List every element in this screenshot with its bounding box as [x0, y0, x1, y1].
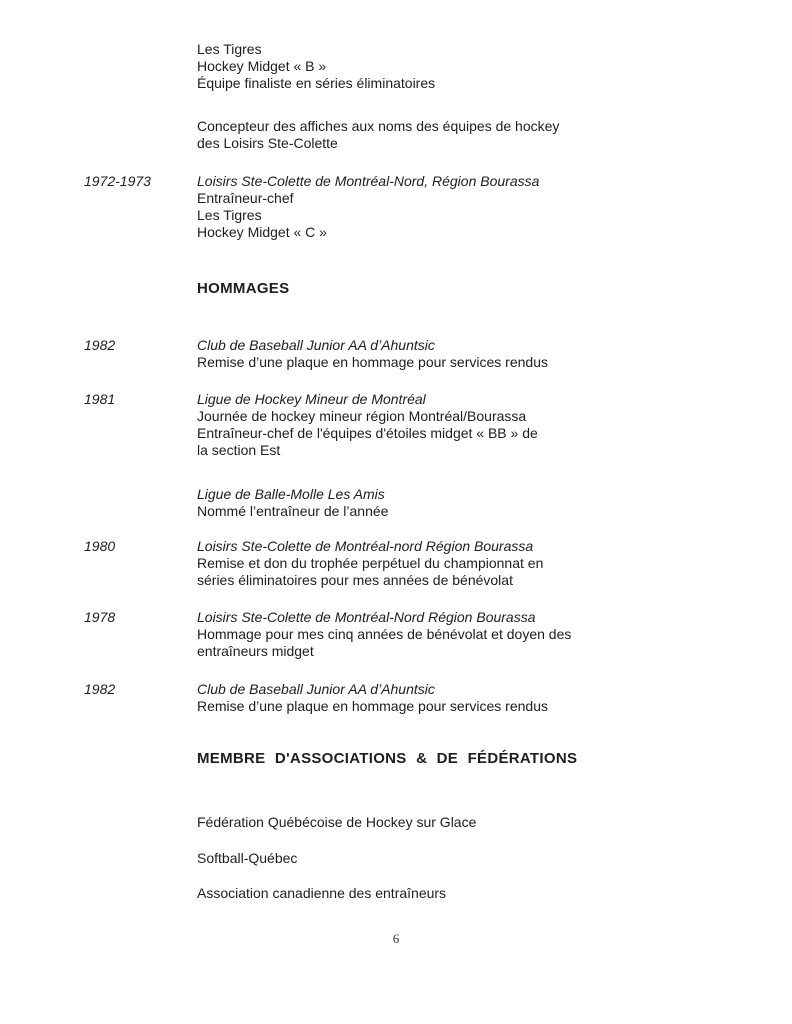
entry-title: Loisirs Ste-Colette de Montréal-Nord Région Bourassa	[197, 609, 536, 625]
paragraph-line: des Loisirs Ste-Colette	[197, 135, 338, 151]
membership-item: Fédération Québécoise de Hockey sur Glace	[197, 814, 477, 830]
entry-line: Hockey Midget « C »	[197, 224, 327, 240]
entry-line: entraîneurs midget	[197, 643, 314, 659]
section-heading-hommages: HOMMAGES	[197, 280, 290, 297]
entry-line: Les Tigres	[197, 41, 262, 57]
entry-date: 1982	[84, 681, 116, 697]
entry-title: Ligue de Hockey Mineur de Montréal	[197, 391, 426, 407]
entry-line: Remise d’une plaque en hommage pour services rendus	[197, 354, 548, 370]
entry-line: séries éliminatoires pour mes années de bénévolat	[197, 572, 513, 588]
entry-date: 1972-1973	[84, 173, 151, 189]
hommage-entry	[84, 681, 752, 715]
entry-title: Loisirs Ste-Colette de Montréal-nord Région Bourassa	[197, 538, 534, 554]
hommage-entry	[84, 337, 752, 371]
hommage-entry	[84, 609, 752, 660]
paragraph-concepteur	[197, 118, 752, 152]
hommage-entry	[84, 391, 752, 459]
entry-line: Journée de hockey mineur région Montréal/Bourassa	[197, 408, 527, 424]
entry-1972-1973	[84, 173, 752, 241]
entry-line: Remise et don du trophée perpétuel du championnat en	[197, 555, 544, 571]
entry-date: 1978	[84, 609, 116, 625]
entry-title: Club de Baseball Junior AA d’Ahuntsic	[197, 337, 435, 353]
entry-date: 1982	[84, 337, 116, 353]
hommage-entry	[84, 486, 752, 520]
paragraph-line: Concepteur des affiches aux noms des équipes de hockey	[197, 118, 560, 134]
entry-title: Club de Baseball Junior AA d’Ahuntsic	[197, 681, 435, 697]
entry-title: Loisirs Ste-Colette de Montréal-Nord, Région Bourassa	[197, 173, 540, 189]
hommage-entry	[84, 538, 752, 589]
entry-line: Équipe finaliste en séries éliminatoires	[197, 75, 436, 91]
entry-date: 1981	[84, 391, 116, 407]
membership-item: Association canadienne des entraîneurs	[197, 885, 447, 901]
entry-line: Les Tigres	[197, 207, 262, 223]
entry-line: Entraîneur-chef	[197, 190, 294, 206]
entry-title: Ligue de Balle-Molle Les Amis	[197, 486, 385, 502]
entry-date: 1980	[84, 538, 116, 554]
page-number: 6	[392, 931, 400, 946]
membership-item: Softball-Québec	[197, 850, 298, 866]
entry-line: Hockey Midget « B »	[197, 58, 327, 74]
entry-line: Hommage pour mes cinq années de bénévolat et doyen des	[197, 626, 572, 642]
entry-continuation	[197, 41, 752, 92]
entry-line: Nommé l’entraîneur de l’année	[197, 503, 389, 519]
entry-line: Remise d’une plaque en hommage pour services rendus	[197, 698, 548, 714]
entry-line: Entraîneur-chef de l'équipes d'étoiles midget « BB » de	[197, 425, 538, 441]
section-heading-memberships: MEMBRE D'ASSOCIATIONS & DE FÉDÉRATIONS	[197, 750, 578, 767]
entry-line: la section Est	[197, 442, 281, 458]
